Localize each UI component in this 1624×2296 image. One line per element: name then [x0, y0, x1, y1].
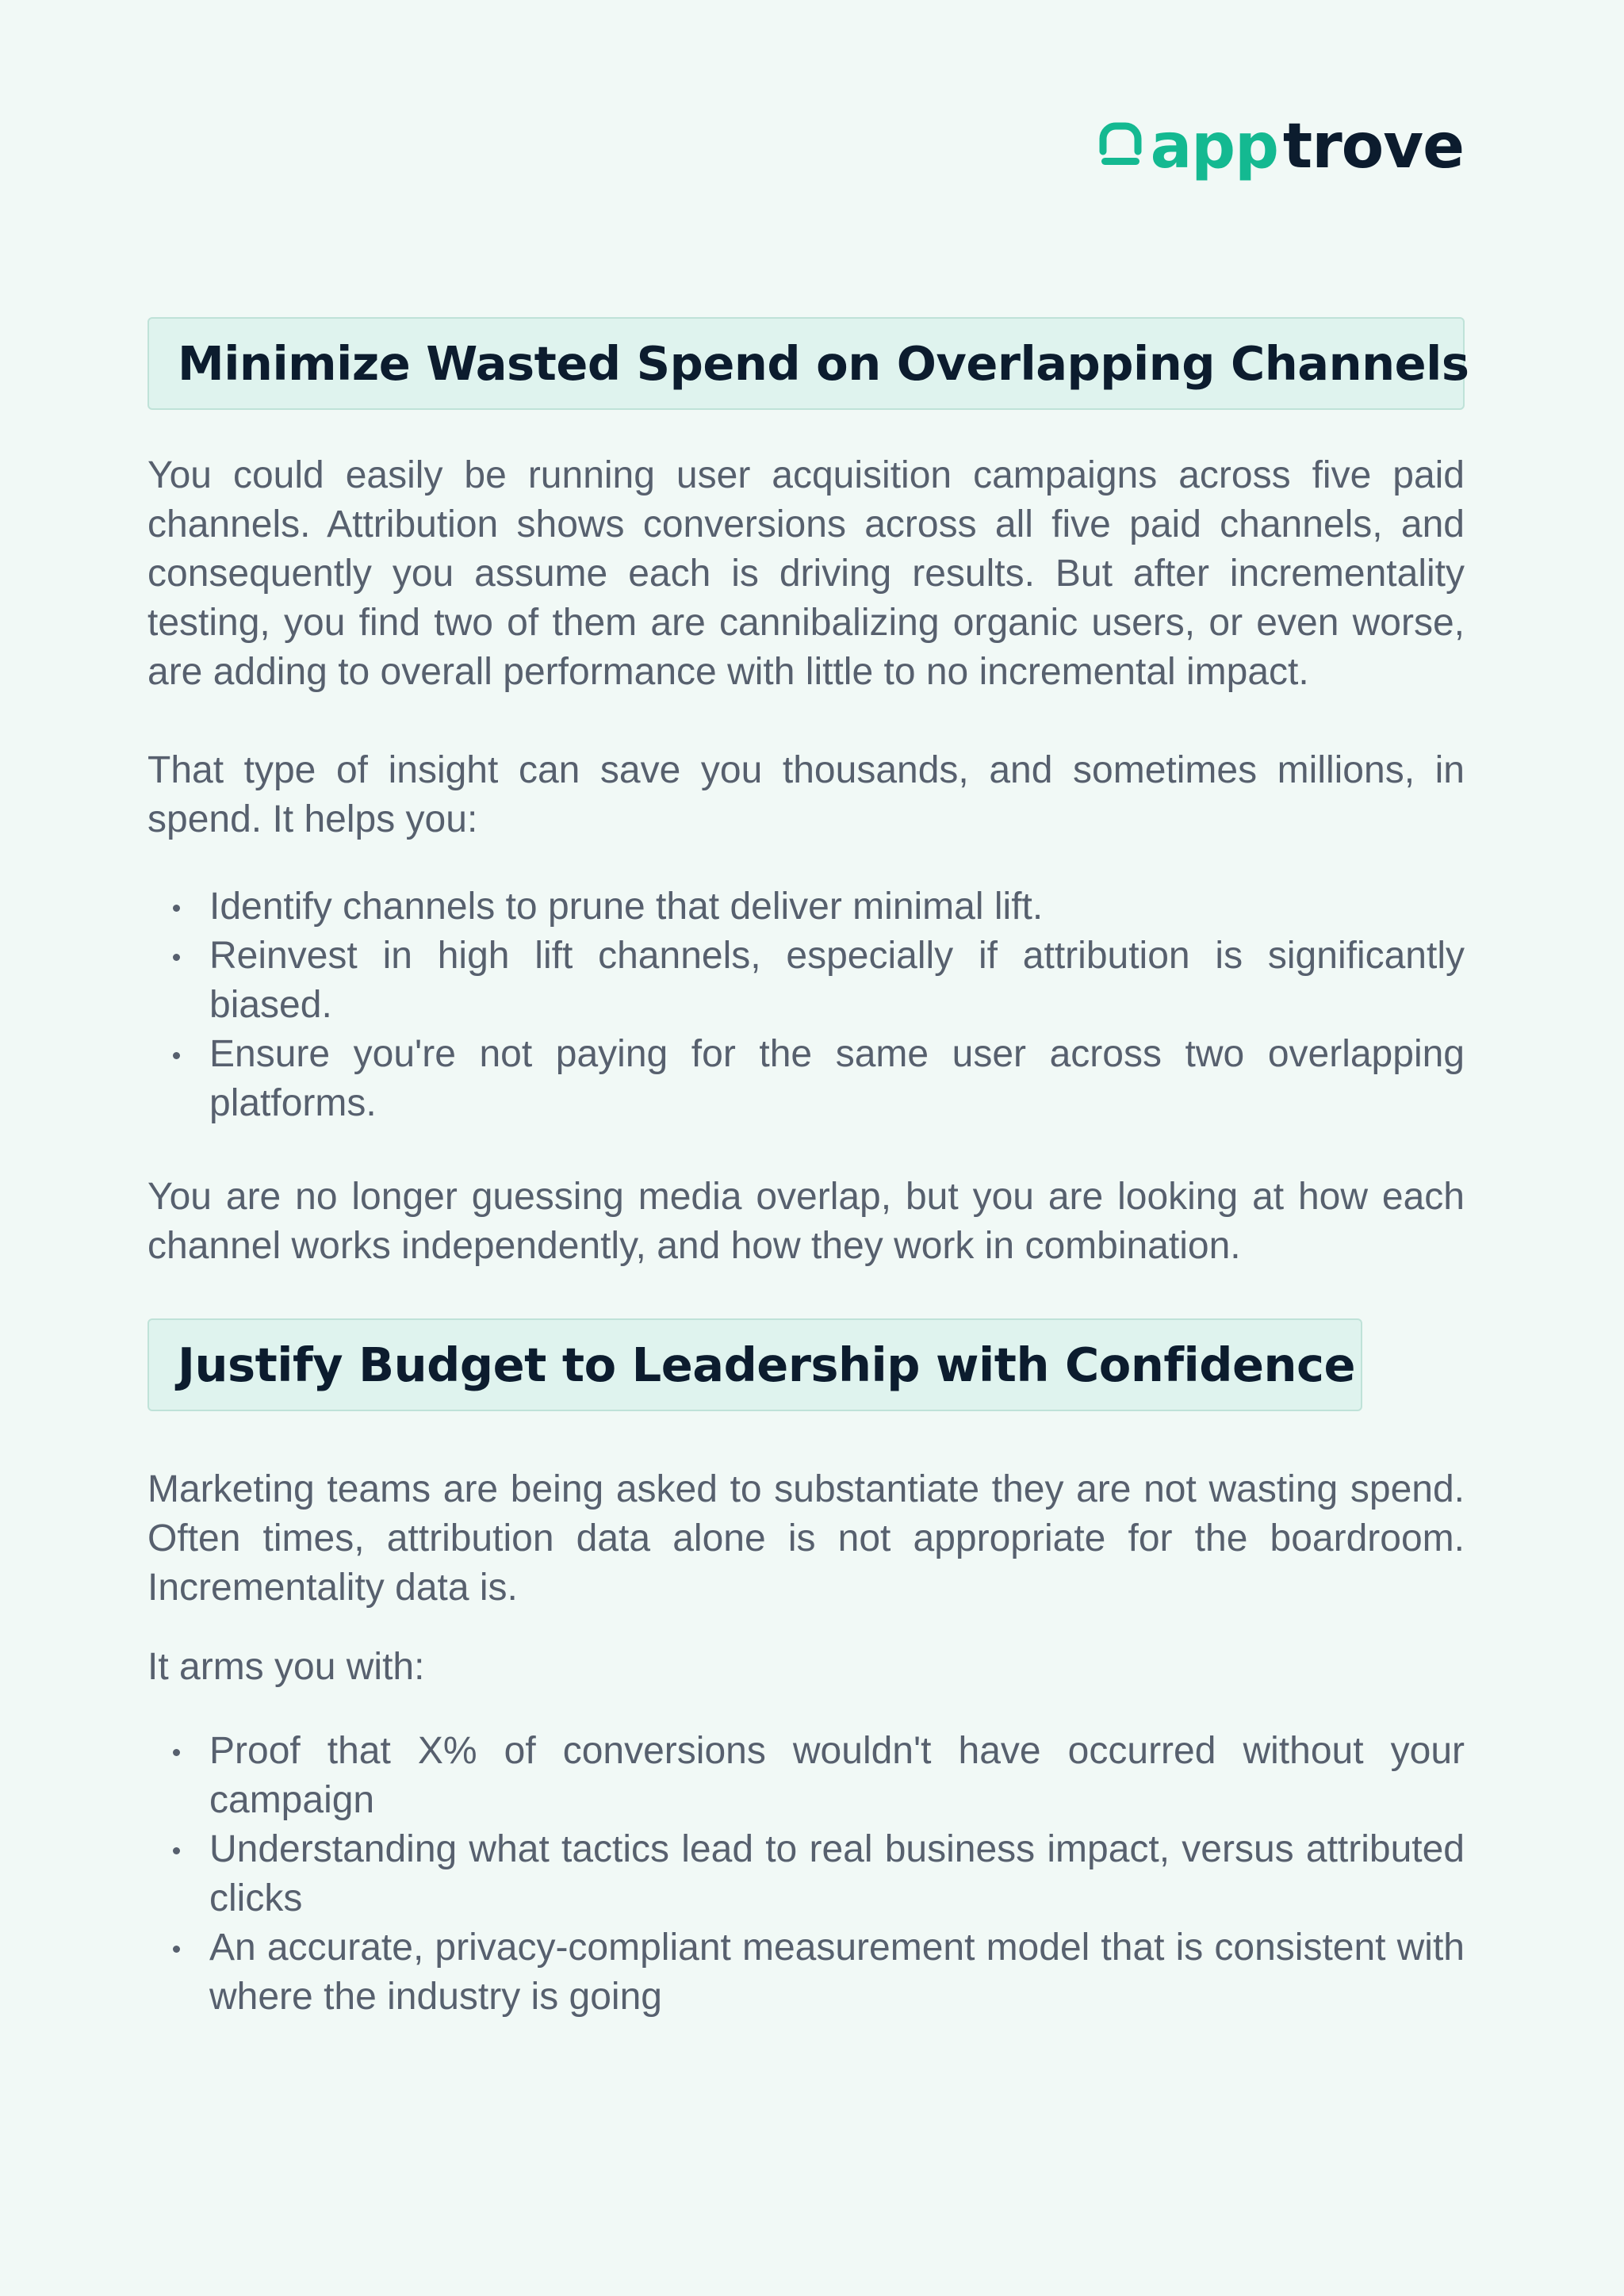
list-item-text: Reinvest in high lift channels, especially if attribution is significantly biased.: [209, 935, 1465, 1026]
bullet-list-benefits: [147, 882, 1465, 1128]
bullet-icon: [173, 1847, 180, 1854]
list-item: [147, 1727, 1465, 1825]
bullet-icon: [173, 954, 180, 961]
list-item-text: An accurate, privacy-compliant measurement model that is consistent with where the industry is going: [209, 1927, 1465, 2018]
bullet-icon: [173, 1052, 180, 1059]
app-window-icon: [1098, 121, 1143, 177]
bullet-list-proof: [147, 1727, 1465, 2022]
apptrove-logo: [1098, 111, 1464, 182]
logo-text-trove: trove: [1282, 111, 1464, 182]
paragraph-insight: That type of insight can save you thousands, and sometimes millions, in spend. It helps you:: [147, 749, 1465, 840]
list-item-text: Identify channels to prune that deliver minimal lift.: [209, 886, 1044, 928]
list-item-text: Understanding what tactics lead to real business impact, versus attributed clicks: [209, 1828, 1465, 1919]
list-item: [147, 1923, 1465, 2022]
bullet-icon: [173, 1946, 180, 1953]
list-item: [147, 932, 1465, 1030]
list-item: [147, 882, 1465, 932]
bullet-icon: [173, 1749, 180, 1756]
paragraph-arms-you: It arms you with:: [147, 1646, 425, 1688]
paragraph-closing: You are no longer guessing media overlap, but you are looking at how each channel works independently, and how they work in combination.: [147, 1176, 1465, 1267]
section-heading-justify-budget: Justify Budget to Leadership with Confidence: [147, 1318, 1362, 1411]
logo-text-app: app: [1150, 111, 1278, 182]
paragraph-intro: You could easily be running user acquisition campaigns across five paid channels. Attribution shows conversions across all five paid channels, and consequently you assume each is driving results. But after incrementality testing, you find two of them are cannibalizing organic users, or even worse, are adding to overall performance with little to no incremental impact.: [147, 454, 1465, 693]
bullet-icon: [173, 905, 180, 912]
list-item: [147, 1825, 1465, 1923]
main-content: [147, 317, 1469, 2022]
section-heading-overlapping-channels: Minimize Wasted Spend on Overlapping Channels: [147, 317, 1465, 410]
paragraph-marketing-teams: Marketing teams are being asked to substantiate they are not wasting spend. Often times, attribution data alone is not appropriate for the boardroom. Incrementality data is.: [147, 1468, 1465, 1609]
list-item-text: Proof that X% of conversions wouldn't have occurred without your campaign: [209, 1730, 1465, 1821]
list-item-text: Ensure you're not paying for the same user across two overlapping platforms.: [209, 1033, 1465, 1124]
list-item: [147, 1030, 1465, 1128]
